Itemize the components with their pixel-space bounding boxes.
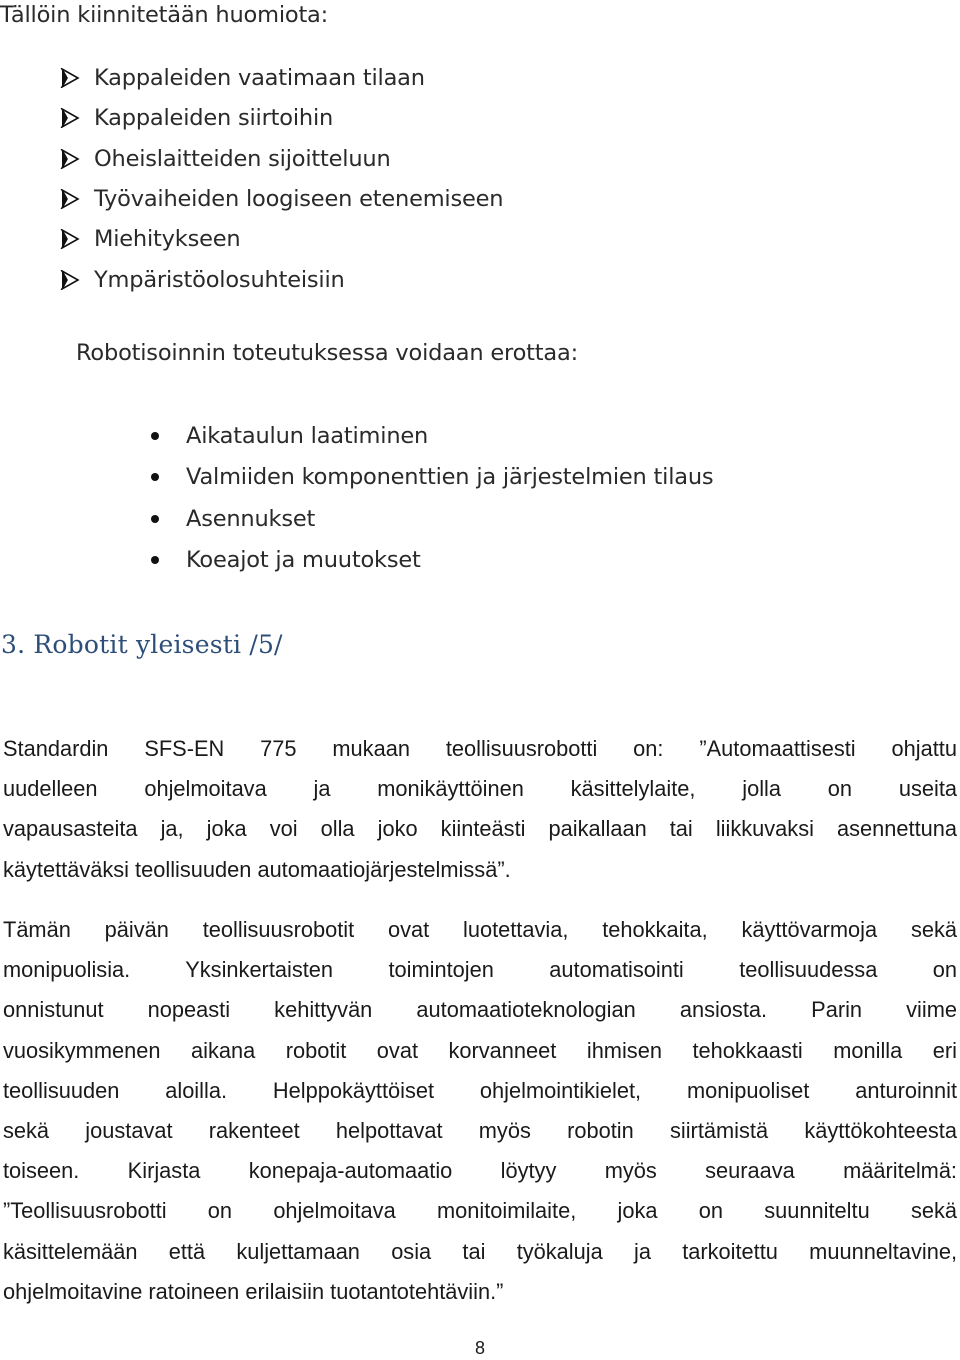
paragraph-line: onnistunut nopeasti kehittyvän automaatioteknologian ansiosta. Parin viime — [3, 997, 957, 1023]
body-paragraph — [3, 910, 957, 1312]
list-item — [60, 98, 503, 138]
phase-list — [148, 415, 713, 581]
list-item — [148, 498, 713, 540]
arrow-bullet-icon — [60, 68, 94, 88]
paragraph-line: Standardin SFS-EN 775 mukaan teollisuusrobotti on: ”Automaattisesti ohjattu — [3, 736, 957, 761]
definition-paragraph — [3, 729, 957, 890]
paragraph-line: ohjelmoitavine ratoineen erilaisiin tuotantotehtäviin.” — [3, 1278, 504, 1304]
list-item-label: Aikataulun laatiminen — [186, 422, 429, 449]
list-item-label: Valmiiden komponenttien ja järjestelmien tilaus — [186, 464, 714, 491]
paragraph-line: ”Teollisuusrobotti on ohjelmoitava monitoimilaite, joka on suunniteltu sekä — [3, 1198, 957, 1224]
list-item — [60, 259, 503, 299]
arrow-bullet-icon — [60, 149, 94, 169]
dot-bullet-icon — [148, 515, 186, 523]
paragraph-line: käsittelemään että kuljettamaan osia tai työkaluja ja tarkoitettu muunneltavine, — [3, 1238, 957, 1264]
list-item-label: Koeajot ja muutokset — [186, 547, 421, 574]
paragraph-line: sekä joustavat rakenteet helpottavat myös robotin siirtämistä käyttökohteesta — [3, 1117, 957, 1143]
paragraph-line: vapausasteita ja, joka voi olla joko kiinteästi paikallaan tai liikkuvaksi asennettuna — [3, 816, 957, 842]
dot-bullet-icon — [148, 432, 186, 440]
arrow-bullet-icon — [60, 108, 94, 128]
list-item-label: Kappaleiden siirtoihin — [94, 105, 334, 132]
list-item-label: Oheislaitteiden sijoitteluun — [94, 145, 391, 172]
list-item — [148, 457, 713, 499]
dot-bullet-icon — [148, 556, 186, 564]
arrow-bullet-icon — [60, 229, 94, 249]
attention-list — [60, 58, 503, 300]
list-item-label: Asennukset — [186, 505, 316, 532]
paragraph-line: uudelleen ohjelmoitava ja monikäyttöinen käsittelylaite, jolla on useita — [3, 776, 957, 802]
paragraph-line: käytettäväksi teollisuuden automaatiojärjestelmissä”. — [3, 856, 511, 882]
arrow-bullet-icon — [60, 270, 94, 290]
paragraph-line: teollisuuden aloilla. Helppokäyttöiset ohjelmointikielet, monipuoliset anturoinnit — [3, 1077, 957, 1103]
list-item-label: Miehitykseen — [94, 226, 241, 253]
section-intro-text: Robotisoinnin toteutuksessa voidaan erottaa: — [76, 340, 578, 366]
paragraph-line: monipuolisia. Yksinkertaisten toimintojen automatisointi teollisuudessa on — [3, 957, 957, 983]
arrow-bullet-icon — [60, 189, 94, 209]
list-item — [60, 179, 503, 219]
list-item — [60, 139, 503, 179]
list-item-label: Ympäristöolosuhteisiin — [94, 266, 345, 293]
page-number: 8 — [474, 1338, 485, 1358]
paragraph-line: vuosikymmenen aikana robotit ovat korvanneet ihmisen tehokkaasti monilla eri — [3, 1037, 957, 1063]
paragraph-line: Tämän päivän teollisuusrobotit ovat luotettavia, tehokkaita, käyttövarmoja sekä — [3, 917, 957, 942]
list-item — [148, 415, 713, 457]
paragraph-line: toiseen. Kirjasta konepaja-automaatio löytyy myös seuraava määritelmä: — [3, 1158, 957, 1184]
section-heading: 3. Robotit yleisesti /5/ — [1, 630, 283, 659]
list-item-label: Työvaiheiden loogiseen etenemiseen — [94, 186, 504, 213]
dot-bullet-icon — [148, 473, 186, 481]
list-item — [148, 540, 713, 582]
intro-text: Tällöin kiinnitetään huomiota: — [0, 2, 329, 28]
list-item — [60, 219, 503, 259]
list-item-label: Kappaleiden vaatimaan tilaan — [94, 65, 425, 92]
list-item — [60, 58, 503, 98]
